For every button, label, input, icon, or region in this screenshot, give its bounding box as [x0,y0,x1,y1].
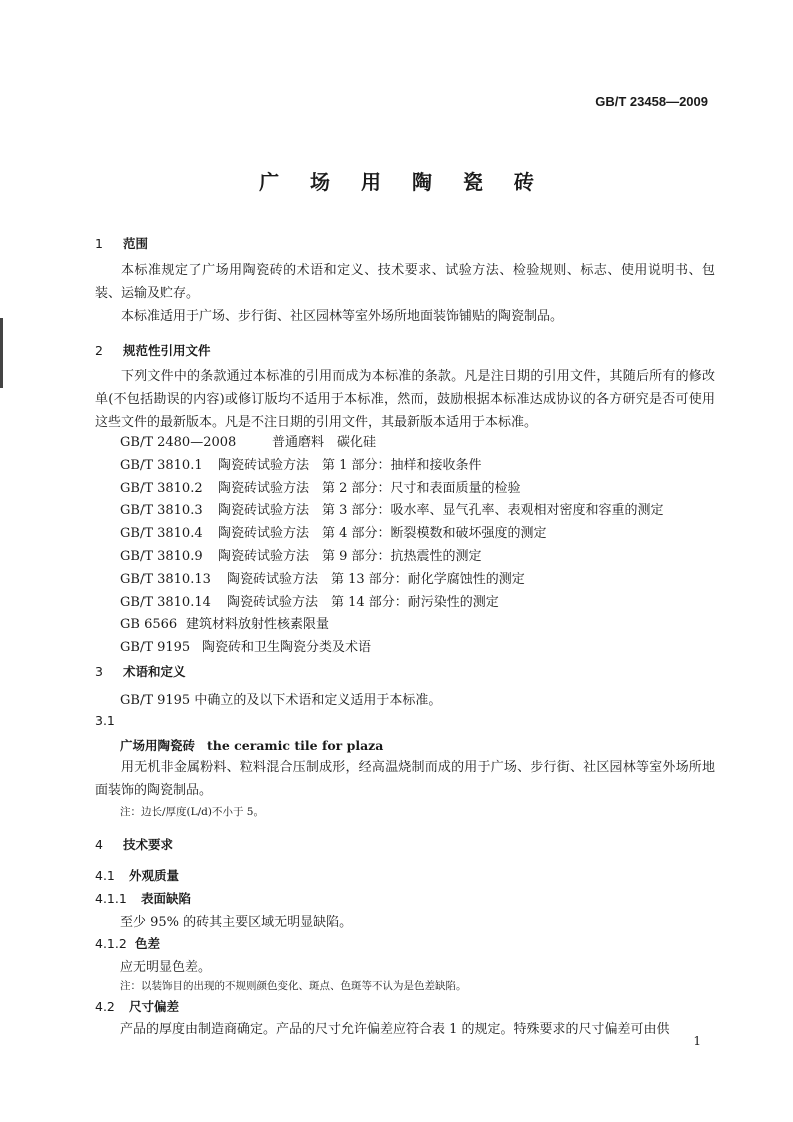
clause-number: 4.1.1 [95,891,127,906]
section-title: 技术要求 [123,837,174,852]
clause-title: 表面缺陷 [141,891,192,906]
section-number: 4 [95,837,103,852]
clause-4-1-2-text: 应无明显色差。 [120,960,212,975]
reference-item [120,569,664,592]
reference-item [120,637,664,660]
section-title: 范围 [123,236,149,251]
term-chinese: 广场用陶瓷砖 [120,738,196,753]
clause-4-1-2-note: 注：以装饰目的出现的不规则颜色变化、斑点、色斑等不认为是色差缺陷。 [120,980,467,992]
section-title: 术语和定义 [123,664,186,679]
reference-item [120,478,664,501]
reference-item [120,592,664,615]
clause-title: 尺寸偏差 [129,999,180,1014]
reference-code: GB/T 9195 [120,640,191,656]
scan-edge-mark [0,318,3,388]
reference-code: GB/T 3810.14 [120,594,211,610]
section-1-heading [95,234,148,252]
reference-code: GB 6566 [120,617,178,633]
section-3-paragraph: GB/T 9195 中确立的及以下术语和定义适用于本标准。 [120,693,442,708]
section-2-paragraph: 下列文件中的条款通过本标准的引用而成为本标准的条款。凡是注日期的引用文件，其随后所有的修改单(不包括勘误的内容)或修订版均不适用于本标准，然而，鼓励根据本标准达成协议的各方研究是否可使用这些文件的最新版本。凡是不注日期的引用文件，其最新版本适用于本标准。 [95,369,715,430]
clause-4-2-text: 产品的厚度由制造商确定。产品的尺寸允许偏差应符合表 1 的规定。特殊要求的尺寸偏差可由供 [120,1022,670,1037]
section-3-heading [95,662,186,680]
reference-title: 陶瓷砖试验方法 第 1 部分：抽样和接收条件 [218,457,482,473]
reference-title: 普通磨料 碳化硅 [272,435,377,450]
section-number: 1 [95,236,103,251]
reference-title: 陶瓷砖试验方法 第 9 部分：抗热震性的测定 [218,548,482,564]
clause-title: 外观质量 [129,868,180,883]
reference-code: GB/T 2480—2008 [120,435,237,450]
clause-3-1-number: 3.1 [95,713,115,728]
reference-item [120,432,664,455]
reference-title: 陶瓷砖试验方法 第 13 部分：耐化学腐蚀性的测定 [227,571,525,587]
term-english: the ceramic tile for plaza [207,738,384,753]
term-definition: 用无机非金属粉料、粒料混合压制成形，经高温烧制而成的用于广场、步行街、社区园林等室外场所地面装饰的陶瓷制品。 [95,760,715,798]
reference-title: 陶瓷砖试验方法 第 2 部分：尺寸和表面质量的检验 [218,480,521,496]
clause-number: 4.1 [95,868,115,883]
reference-title: 陶瓷砖试验方法 第 3 部分：吸水率、显气孔率、表观相对密度和容重的测定 [218,503,664,519]
reference-item [120,523,664,546]
reference-title: 陶瓷砖试验方法 第 4 部分：断裂模数和破坏强度的测定 [218,526,547,542]
reference-item [120,500,664,523]
reference-title: 建筑材料放射性核素限量 [186,617,330,633]
clause-4-1-1-heading [95,889,191,907]
document-title: 广 场 用 陶 瓷 砖 [259,170,546,194]
reference-code: GB/T 3810.13 [120,571,211,587]
section-1-paragraph-2: 本标准适用于广场、步行街、社区园林等室外场所地面装饰铺贴的陶瓷制品。 [121,309,564,324]
standard-number: GB/T 23458—2009 [595,94,708,109]
reference-title: 陶瓷砖试验方法 第 14 部分：耐污染性的测定 [227,594,499,610]
section-title: 规范性引用文件 [123,343,211,358]
clause-title: 色差 [135,936,161,951]
reference-code: GB/T 3810.3 [120,503,203,519]
reference-title: 陶瓷砖和卫生陶瓷分类及术语 [202,640,372,656]
reference-item [120,614,664,637]
reference-code: GB/T 3810.2 [120,480,203,496]
reference-item [120,455,664,478]
reference-code: GB/T 3810.1 [120,457,203,473]
clause-4-1-2-heading [95,934,160,952]
clause-number: 4.2 [95,999,115,1014]
clause-4-2-heading [95,997,179,1015]
section-1-paragraph-1: 本标准规定了广场用陶瓷砖的术语和定义、技术要求、试验方法、检验规则、标志、使用说明书、包装、运输及贮存。 [95,263,715,301]
normative-reference-list [120,432,664,660]
section-4-heading [95,835,173,853]
clause-4-1-1-text: 至少 95% 的砖其主要区域无明显缺陷。 [120,915,353,930]
section-number: 3 [95,664,103,679]
term-note: 注：边长/厚度(L/d)不小于 5。 [120,806,264,818]
section-2-heading [95,341,211,359]
clause-4-1-heading [95,866,179,884]
clause-number: 4.1.2 [95,936,127,951]
term-entry [120,736,383,754]
reference-code: GB/T 3810.9 [120,548,203,564]
reference-item [120,546,664,569]
page-number: 1 [693,1034,701,1048]
section-number: 2 [95,343,103,358]
reference-code: GB/T 3810.4 [120,526,203,542]
